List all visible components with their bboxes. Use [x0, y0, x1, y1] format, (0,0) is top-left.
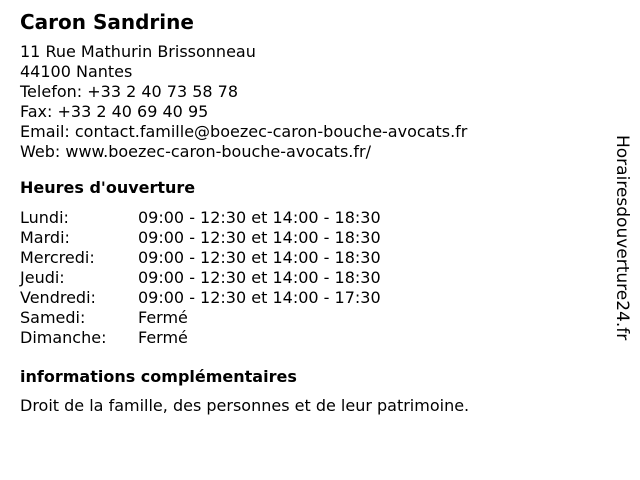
hours-day-label: Lundi:: [20, 208, 69, 227]
fax-number: Fax: +33 2 40 69 40 95: [20, 102, 209, 121]
website-url: Web: www.boezec-caron-bouche-avocats.fr/: [20, 142, 371, 161]
hours-time-value: 09:00 - 12:30 et 14:00 - 18:30: [138, 208, 381, 227]
side-brand-watermark: Horairesdouverture24.fr: [612, 135, 632, 341]
hours-table: [20, 208, 600, 348]
hours-day-label: Vendredi:: [20, 288, 96, 307]
hours-row: [20, 308, 600, 328]
contact-block: [20, 42, 600, 162]
hours-day-label: Mardi:: [20, 228, 70, 247]
hours-time-value: 09:00 - 12:30 et 14:00 - 18:30: [138, 248, 381, 267]
hours-row: [20, 328, 600, 348]
hours-day-label: Dimanche:: [20, 328, 107, 347]
business-name: Caron Sandrine: [20, 10, 194, 34]
hours-row: [20, 228, 600, 248]
business-card: [20, 10, 600, 416]
info-heading: informations complémentaires: [20, 367, 297, 386]
hours-row: [20, 268, 600, 288]
address-city: 44100 Nantes: [20, 62, 133, 81]
hours-time-value: 09:00 - 12:30 et 14:00 - 17:30: [138, 288, 381, 307]
hours-day-label: Mercredi:: [20, 248, 95, 267]
hours-time-value: 09:00 - 12:30 et 14:00 - 18:30: [138, 228, 381, 247]
phone-number: Telefon: +33 2 40 73 58 78: [20, 82, 239, 101]
hours-time-value: Fermé: [138, 328, 188, 347]
hours-row: [20, 208, 600, 228]
email-address: Email: contact.famille@boezec-caron-bouche-avocats.fr: [20, 122, 468, 141]
hours-time-value: 09:00 - 12:30 et 14:00 - 18:30: [138, 268, 381, 287]
hours-day-label: Jeudi:: [20, 268, 65, 287]
hours-row: [20, 288, 600, 308]
info-text: Droit de la famille, des personnes et de leur patrimoine.: [20, 396, 470, 415]
hours-time-value: Fermé: [138, 308, 188, 327]
hours-day-label: Samedi:: [20, 308, 86, 327]
address-street: 11 Rue Mathurin Brissonneau: [20, 42, 256, 61]
hours-row: [20, 248, 600, 268]
hours-heading: Heures d'ouverture: [20, 178, 196, 197]
